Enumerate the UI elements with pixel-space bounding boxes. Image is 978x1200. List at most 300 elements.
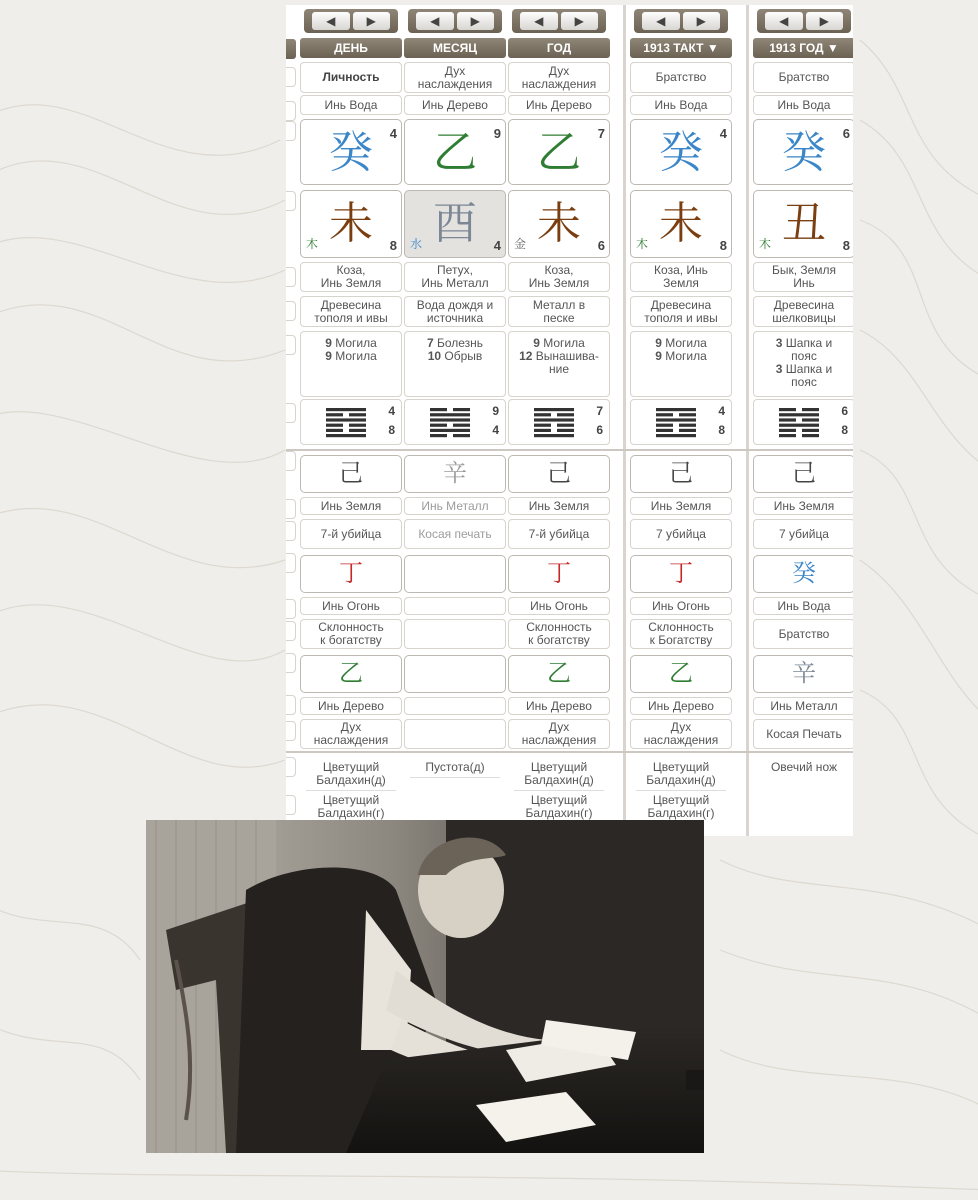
star-divider [514,790,604,791]
hidden-stem-ten-god-text: Склонность к богатству [526,620,592,647]
hidden-stem-year[interactable] [508,455,610,493]
left-partial-cell [286,621,296,641]
hidden-stem-ten-god-text: Склонность к богатству [318,620,384,647]
life-stage-name: Болезнь [433,336,484,350]
hidden-stem-year1913[interactable] [753,655,853,693]
next-arrow-button[interactable]: ▶ [561,12,599,30]
ten-god-cell-text: Братство [655,70,707,84]
nayin-cell-text: Древесина тополя и ивы [314,297,388,325]
hidden-stem-hieroglyph: 乙 [669,659,693,687]
ten-god-cell [300,62,402,93]
stem-number: 6 [842,126,850,141]
hexagram-line [349,429,366,432]
section-divider [286,751,853,753]
life-stage-line [776,337,832,363]
hidden-stem-month[interactable] [404,455,506,493]
hexagram-line [326,418,366,421]
hidden-stem-ten-god-text: 7 убийца [656,526,706,541]
left-partial-cell [286,721,296,741]
archival-photo [146,820,704,1153]
hidden-stem-takt[interactable] [630,455,732,493]
stem-number: 9 [493,126,501,141]
hexagram-line [430,434,447,437]
hexagram-number: 6 [596,423,603,437]
hidden-stem-ten-god [300,619,402,649]
branch-element-mark: 水 [410,237,423,251]
ten-god-cell [508,62,610,93]
branch-element-mark: 木 [759,237,772,251]
animal-cell [630,262,732,292]
hidden-stem-ten-god [404,719,506,749]
bazi-chart-panel [286,5,853,836]
column-header-year1913[interactable]: 1913 ГОД ▼ [753,38,853,58]
hexagram-line [656,418,696,421]
stem-name-cell-text: Инь Дерево [422,97,488,112]
hexagram-number: 7 [596,404,603,418]
life-stage-name: Обрыв [441,349,483,363]
hidden-stem-ten-god-text: Косая печать [418,526,492,541]
hexagram-line [430,418,470,421]
prev-arrow-button[interactable]: ◀ [520,12,558,30]
left-partial-cell [286,403,296,423]
hidden-stem-ten-god [300,519,402,549]
hexagram-line [534,429,551,432]
branch-hieroglyph: 未 [659,198,703,249]
hidden-stem-ten-god-text: Дух наслаждения [313,720,389,747]
hidden-stem-name [300,597,402,615]
hidden-stem-year[interactable] [508,555,610,593]
ten-god-cell-text: Дух наслаждения [417,63,493,91]
hexagram-line [534,424,551,427]
branch-number: 8 [719,238,727,253]
life-stage-name: Могила [661,336,707,350]
photo-man-writing-at-desk [146,820,704,1153]
life-stage-name: Могила [331,336,377,350]
hidden-stem-name-text: Инь Огонь [322,598,380,613]
hidden-stem-name [508,497,610,515]
hexagram-line [326,424,343,427]
hexagram-line [453,424,470,427]
branch-number: 8 [389,238,397,253]
hexagram-cell [630,399,732,445]
life-stage-number: 9 [655,349,662,363]
nayin-cell [630,296,732,327]
star-divider [410,777,500,778]
nayin-cell [300,296,402,327]
earthly-branch-year[interactable] [508,190,610,258]
hidden-stem-name [404,697,506,715]
hexagram-line [453,408,470,411]
life-stage-line [428,350,483,363]
left-partial-cell [286,191,296,211]
star-divider [306,790,396,791]
animal-cell [753,262,853,292]
hidden-stem-name-text: Инь Земля [773,498,835,513]
hexagram-line [802,418,819,421]
animal-cell-text: Петух, Инь Металл [421,263,489,290]
hidden-stem-year[interactable] [508,655,610,693]
branch-hieroglyph: 未 [537,198,581,249]
hexagram-line [656,429,673,432]
period-nav-month[interactable] [408,9,502,33]
life-stage-number: 3 [775,336,783,350]
next-arrow-button[interactable]: ▶ [683,12,721,30]
life-stage-number: 9 [655,336,662,350]
hexagram-icon [656,406,696,438]
stem-name-cell-text: Инь Вода [777,97,831,112]
hidden-stem-ten-god [508,619,610,649]
left-partial-cell [286,695,296,715]
life-stages-cell [300,331,402,397]
symbolic-star: Цветущий Балдахин(д) [300,761,402,787]
branch-number: 8 [842,238,850,253]
nayin-cell [404,296,506,327]
hidden-stem-name [300,497,402,515]
life-stage-number: 7 [426,336,434,350]
symbolic-star: Цветущий Балдахин(д) [630,761,732,787]
hexagram-line [349,424,366,427]
hidden-stem-month[interactable] [404,655,506,693]
hexagram-line [557,413,574,416]
ten-god-cell [404,62,506,93]
hidden-stem-hieroglyph: 丁 [339,559,363,587]
life-stage-line [655,350,707,363]
hexagram-line [326,408,366,411]
prev-arrow-button[interactable]: ◀ [765,12,803,30]
hexagram-line [349,413,366,416]
life-stage-line [325,350,377,363]
hexagram-line [534,413,551,416]
nayin-cell-text: Вода дождя и источника [416,297,494,325]
prev-arrow-button[interactable]: ◀ [642,12,680,30]
hexagram-number: 8 [841,423,848,437]
hidden-stem-year1913[interactable] [753,455,853,493]
nayin-cell [508,296,610,327]
hexagram-line [679,413,696,416]
heavenly-stem-takt[interactable] [630,119,732,185]
hidden-stem-ten-god [630,719,732,749]
hexagram-line [779,408,796,411]
left-partial-cell [286,101,296,121]
hidden-stem-name-text: Инь Металл [421,498,489,513]
stem-hieroglyph: 癸 [659,127,703,178]
left-partial-cell [286,521,296,541]
life-stage-name: Могила [661,349,707,363]
ten-god-cell [753,62,853,93]
hidden-stem-name [753,597,853,615]
hexagram-line [557,424,574,427]
hexagram-cell [753,399,853,445]
hidden-stem-takt[interactable] [630,555,732,593]
hidden-stem-name [630,497,732,515]
hexagram-icon [779,406,819,438]
next-arrow-button[interactable]: ▶ [806,12,844,30]
hexagram-icon [326,406,366,438]
left-partial-cell [286,335,296,355]
hidden-stem-name-text: Инь Огонь [530,598,588,613]
hidden-stem-ten-god [404,619,506,649]
stem-name-cell [753,95,853,115]
hidden-stem-name-text: Инь Земля [528,498,590,513]
hidden-stem-ten-god-text: Братство [778,626,830,641]
hidden-stem-ten-god [508,519,610,549]
prev-arrow-button[interactable]: ◀ [416,12,454,30]
column-header-day: ДЕНЬ [300,38,402,58]
ten-god-cell-text: Личность [322,70,380,84]
hidden-stem-hieroglyph: 辛 [443,459,467,487]
hexagram-line [802,408,819,411]
life-stages-cell [630,331,732,397]
branch-hieroglyph: 未 [329,198,373,249]
life-stages-cell [508,331,610,397]
hexagram-line [534,408,574,411]
hidden-stem-ten-god [753,719,853,749]
hexagram-number: 4 [718,404,725,418]
hexagram-line [779,418,796,421]
earthly-branch-year1913[interactable] [753,190,853,258]
hexagram-number: 9 [492,404,499,418]
nayin-cell-text: Металл в песке [532,297,586,325]
nayin-cell [753,296,853,327]
hidden-stem-name-text: Инь Дерево [648,698,714,713]
hidden-stem-name-text: Инь Вода [777,598,831,613]
heavenly-stem-year1913[interactable] [753,119,853,185]
hidden-stem-ten-god [753,619,853,649]
hidden-stem-name-text: Инь Дерево [318,698,384,713]
hidden-stem-name-text: Инь Земля [650,498,712,513]
left-partial-cell [286,599,296,619]
life-stage-name: Могила [331,349,377,363]
stem-name-cell [630,95,732,115]
stem-name-cell [404,95,506,115]
hexagram-icon [534,406,574,438]
hidden-stem-hieroglyph: 己 [669,459,693,487]
earthly-branch-takt[interactable] [630,190,732,258]
left-partial-cell [286,121,296,141]
life-stage-number: 9 [325,349,332,363]
hidden-stem-day[interactable] [300,655,402,693]
heavenly-stem-month[interactable] [404,119,506,185]
hexagram-line [534,434,574,437]
hexagram-line [656,413,673,416]
life-stage-number: 3 [775,362,783,376]
hexagram-line [430,424,447,427]
earthly-branch-day[interactable] [300,190,402,258]
animal-cell [404,262,506,292]
left-partial-cell [286,267,296,287]
hexagram-line [779,434,796,437]
animal-cell-text: Коза, Инь Земля [320,263,382,290]
hidden-stem-name-text: Инь Огонь [652,598,710,613]
stem-name-cell [508,95,610,115]
life-stage-number: 9 [533,336,540,350]
branch-number: 4 [493,238,501,253]
animal-cell-text: Бык, Земля Инь [771,263,837,290]
symbolic-star: Цветущий Балдахин(г) [525,793,593,820]
branch-element-mark: 木 [636,237,649,251]
hidden-stem-ten-god [508,719,610,749]
symbolic-star: Цветущий Балдахин(д) [508,761,610,787]
hidden-stem-year1913[interactable] [753,555,853,593]
animal-cell [300,262,402,292]
hidden-stem-hieroglyph: 己 [547,459,571,487]
hidden-stem-hieroglyph: 丁 [547,559,571,587]
heavenly-stem-day[interactable] [300,119,402,185]
ten-god-cell-text: Братство [778,70,830,84]
stem-name-cell [300,95,402,115]
hidden-stem-ten-god-text: Дух наслаждения [643,720,719,747]
animal-cell-text: Коза, Инь Земля [654,263,708,290]
prev-arrow-button[interactable]: ◀ [312,12,350,30]
hidden-stem-name [508,597,610,615]
hexagram-line [534,418,574,421]
hidden-stem-hieroglyph: 乙 [339,659,363,687]
hidden-stem-name [630,597,732,615]
hidden-stem-name-text: Инь Земля [320,498,382,513]
life-stage-name: Могила [539,336,585,350]
hexagram-line [679,429,696,432]
hexagram-line [326,413,343,416]
hidden-stem-name [753,497,853,515]
branch-element-mark: 金 [514,237,527,251]
hexagram-number: 6 [841,404,848,418]
stem-name-cell-text: Инь Дерево [526,97,592,112]
hidden-stem-ten-god-text: Склонность к Богатству [648,620,714,647]
next-arrow-button[interactable]: ▶ [353,12,391,30]
hidden-stem-day[interactable] [300,555,402,593]
hexagram-line [326,429,343,432]
column-header-year: ГОД [508,38,610,58]
hidden-stem-name-text: Инь Металл [770,698,838,713]
left-partial-cell [286,67,296,87]
hidden-stem-hieroglyph: 癸 [792,559,816,587]
symbolic-star: Цветущий Балдахин(г) [647,793,715,820]
heavenly-stem-year[interactable] [508,119,610,185]
hidden-stem-ten-god-text: 7-й убийца [528,526,590,541]
ten-god-cell [630,62,732,93]
left-partial-cell [286,451,296,471]
hexagram-number: 4 [492,423,499,437]
symbolic-star: Цветущий Балдахин(г) [317,793,385,820]
hidden-stem-ten-god [753,519,853,549]
nayin-cell-text: Древесина шелковицы [772,297,836,325]
hidden-stem-name [508,697,610,715]
next-arrow-button[interactable]: ▶ [457,12,495,30]
branch-number: 6 [597,238,605,253]
hexagram-line [453,434,470,437]
hexagram-line [779,429,796,432]
life-stages-cell [404,331,506,397]
period-nav-takt[interactable] [634,9,728,33]
life-stage-name: Шапка и пояс [785,362,833,389]
hexagram-line [656,434,696,437]
hidden-stem-ten-god [630,619,732,649]
hexagram-line [326,434,366,437]
period-nav-year1913[interactable] [757,9,851,33]
hidden-stem-hieroglyph: 辛 [792,659,816,687]
left-partial-cell [286,757,296,777]
life-stage-number: 9 [325,336,332,350]
nayin-cell-text: Древесина тополя и ивы [644,297,718,325]
hidden-stem-name [630,697,732,715]
ten-god-cell-text: Дух наслаждения [521,63,597,91]
life-stage-line [776,363,832,389]
hexagram-line [430,413,470,416]
earthly-branch-month[interactable] [404,190,506,258]
hexagram-line [656,424,673,427]
hexagram-line [679,424,696,427]
column-separator [746,5,749,836]
hidden-stem-name [404,597,506,615]
stem-number: 4 [719,126,727,141]
hidden-stem-takt[interactable] [630,655,732,693]
left-partial-cell [286,301,296,321]
animal-cell-text: Коза, Инь Земля [528,263,590,290]
star-divider [636,790,726,791]
period-nav-day[interactable] [304,9,398,33]
left-partial-cell [286,553,296,573]
hidden-stem-name [300,697,402,715]
hexagram-cell [404,399,506,445]
hexagram-number: 8 [718,423,725,437]
hidden-stem-ten-god-text: Дух наслаждения [521,720,597,747]
hidden-stem-name [404,497,506,515]
hexagram-line [802,434,819,437]
life-stage-name: Вынашива- ние [535,349,599,376]
hexagram-line [779,424,819,427]
column-header-takt[interactable]: 1913 ТАКТ ▼ [630,38,732,58]
hexagram-line [656,408,696,411]
left-partial-cell [286,499,296,519]
stem-hieroglyph: 癸 [329,127,373,178]
left-partial-cell [286,795,296,815]
hexagram-line [802,429,819,432]
hexagram-line [779,413,819,416]
life-stage-name: Шапка и пояс [785,336,833,363]
stem-name-cell-text: Инь Вода [324,97,378,112]
branch-hieroglyph: 酉 [433,198,477,249]
column-separator [623,5,626,836]
stem-number: 7 [597,126,605,141]
hidden-stem-name [753,697,853,715]
hidden-stem-ten-god-text: 7-й убийца [320,526,382,541]
hexagram-cell [508,399,610,445]
header-left-partial [286,39,296,59]
hexagram-cell [300,399,402,445]
hidden-stem-day[interactable] [300,455,402,493]
period-nav-year[interactable] [512,9,606,33]
stem-hieroglyph: 癸 [782,127,826,178]
symbolic-star: Овечий нож [770,760,838,774]
stem-hieroglyph: 乙 [433,127,477,178]
hidden-stem-ten-god [630,519,732,549]
hidden-stem-ten-god [300,719,402,749]
column-header-month: МЕСЯЦ [404,38,506,58]
hidden-stem-month[interactable] [404,555,506,593]
hexagram-icon [430,406,470,438]
hidden-stem-name-text: Инь Дерево [526,698,592,713]
hidden-stem-ten-god-text: Косая Печать [766,726,842,741]
hidden-stem-ten-god-text: 7 убийца [779,526,829,541]
branch-hieroglyph: 丑 [782,198,826,249]
life-stage-line [519,350,599,376]
stem-number: 4 [389,126,397,141]
life-stages-cell [753,331,853,397]
hidden-stem-hieroglyph: 己 [339,459,363,487]
hidden-stem-hieroglyph: 己 [792,459,816,487]
stem-hieroglyph: 乙 [537,127,581,178]
stem-name-cell-text: Инь Вода [654,97,708,112]
